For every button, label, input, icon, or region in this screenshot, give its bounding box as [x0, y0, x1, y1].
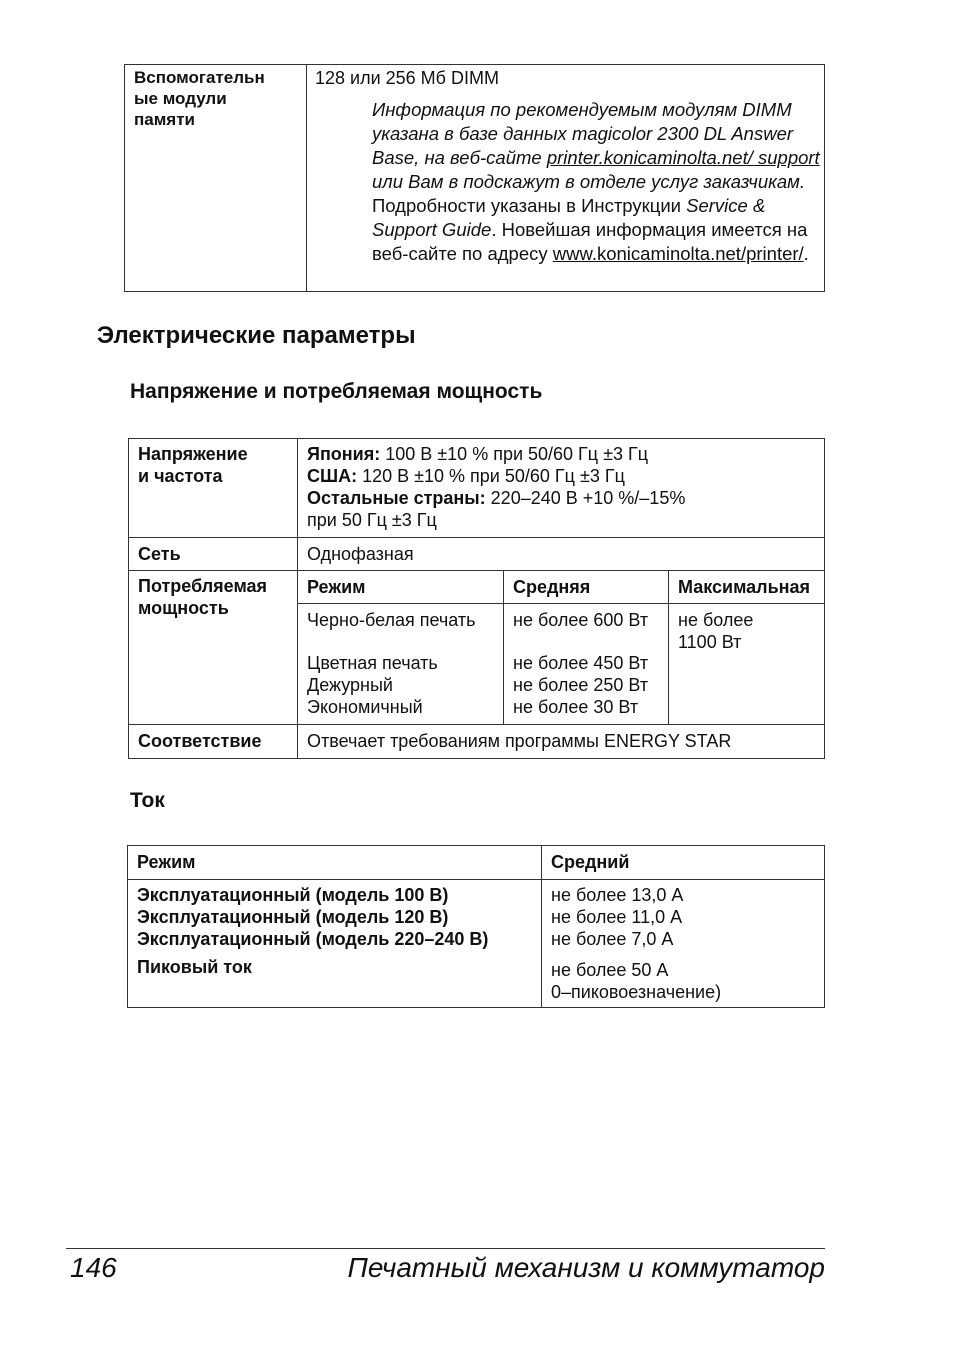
page-number: 146 [70, 1252, 117, 1283]
peak-current-value: 0–пиковоезначение) [551, 982, 722, 1002]
power-header-average: Средняя [504, 571, 669, 604]
compliance-row [129, 725, 825, 759]
memory-label-line: Вспомогательн [134, 68, 265, 87]
region-value: 220–240 В +10 %/–15% [485, 488, 686, 508]
current-header-average: Средний [542, 846, 825, 880]
region-value: 100 В ±10 % при 50/60 Гц ±3 Гц [380, 444, 649, 464]
voltage-line [307, 443, 818, 465]
current-values-row [128, 880, 825, 1008]
power-average: не более 600 Вт [513, 610, 649, 630]
region-label: Остальные страны: [307, 488, 486, 508]
printer-link[interactable]: www.konicaminolta.net/printer/ [552, 243, 804, 264]
compliance-label: Соответствие [129, 725, 298, 759]
voltage-row [129, 439, 825, 538]
peak-current-value: не более 50 А [551, 960, 669, 980]
power-header-row [129, 571, 825, 604]
power-max-cell [669, 604, 825, 725]
current-header-row [128, 846, 825, 880]
footer-rule [66, 1248, 825, 1249]
power-average: не более 30 Вт [513, 697, 639, 717]
support-link[interactable]: printer.konicaminolta.net/ support [546, 147, 820, 168]
memory-value-cell [307, 65, 825, 292]
voltage-label-cell [129, 439, 298, 538]
subsection-title: Напряжение и потребляемая мощность [130, 380, 543, 403]
power-header-mode: Режим [298, 571, 504, 604]
memory-note [315, 98, 820, 266]
network-label: Сеть [129, 538, 298, 571]
current-value: не более 7,0 А [551, 929, 674, 949]
current-mode: Эксплуатационный (модель 120 В) [137, 907, 449, 927]
memory-table [124, 64, 825, 292]
voltage-line [307, 487, 818, 509]
peak-current-label: Пиковый ток [137, 957, 252, 977]
memory-note-text: Подробности указаны в Инструкции [372, 195, 687, 216]
power-header-max: Максимальная [669, 571, 825, 604]
guide-name: Service & Support Guide [372, 195, 766, 240]
power-average: не более 450 Вт [513, 653, 649, 673]
power-average: не более 250 Вт [513, 675, 649, 695]
memory-note-text: Информация по рекомендуемым модулям DIMM указана в базе данных magicolor 2300 DL Answer Base, на веб-сайте [372, 99, 794, 168]
memory-note-text: или Вам в подскажут в отделе услуг заказчикам. [372, 171, 805, 192]
power-mode: Дежурный [307, 675, 393, 695]
current-modes-cell [128, 880, 542, 1008]
memory-note-text: . [803, 243, 809, 264]
memory-label-cell [125, 65, 307, 292]
region-value: 120 В ±10 % при 50/60 Гц ±3 Гц [357, 466, 625, 486]
power-label-line: мощность [138, 598, 229, 618]
network-value: Однофазная [298, 538, 825, 571]
section-title: Электрические параметры [97, 322, 416, 349]
power-mode: Цветная печать [307, 653, 438, 673]
current-value: не более 13,0 А [551, 885, 684, 905]
current-values-cell [542, 880, 825, 1008]
power-max-line: не более [678, 610, 754, 630]
memory-note-text: . Новейшая информация имеется на веб-сайте по адресу [372, 219, 808, 264]
current-mode: Эксплуатационный (модель 100 В) [137, 885, 449, 905]
memory-label-line: памяти [134, 110, 195, 129]
network-row [129, 538, 825, 571]
current-title: Ток [130, 789, 165, 812]
current-mode: Эксплуатационный (модель 220–240 В) [137, 929, 489, 949]
voltage-extra: при 50 Гц ±3 Гц [307, 510, 437, 530]
memory-label-line: ые модули [134, 89, 227, 108]
voltage-label-line: и частота [138, 466, 223, 486]
memory-value: 128 или 256 Мб DIMM [315, 68, 499, 88]
current-table [127, 845, 825, 1008]
compliance-value: Отвечает требованиям программы ENERGY STAR [298, 725, 825, 759]
power-label-cell [129, 571, 298, 725]
current-header-mode: Режим [128, 846, 542, 880]
power-averages-cell [504, 604, 669, 725]
power-mode: Черно-белая печать [307, 610, 476, 630]
voltage-line [307, 465, 818, 487]
region-label: США: [307, 466, 358, 486]
footer-title: Печатный механизм и коммутатор [347, 1252, 825, 1283]
power-modes-cell [298, 604, 504, 725]
power-label-line: Потребляемая [138, 576, 268, 596]
voltage-value-cell [298, 439, 825, 538]
voltage-label-line: Напряжение [138, 444, 248, 464]
power-max-line: 1100 Вт [678, 632, 742, 652]
electrical-table [128, 438, 825, 759]
power-mode: Экономичный [307, 697, 423, 717]
current-value: не более 11,0 А [551, 907, 683, 927]
region-label: Япония: [307, 444, 381, 464]
